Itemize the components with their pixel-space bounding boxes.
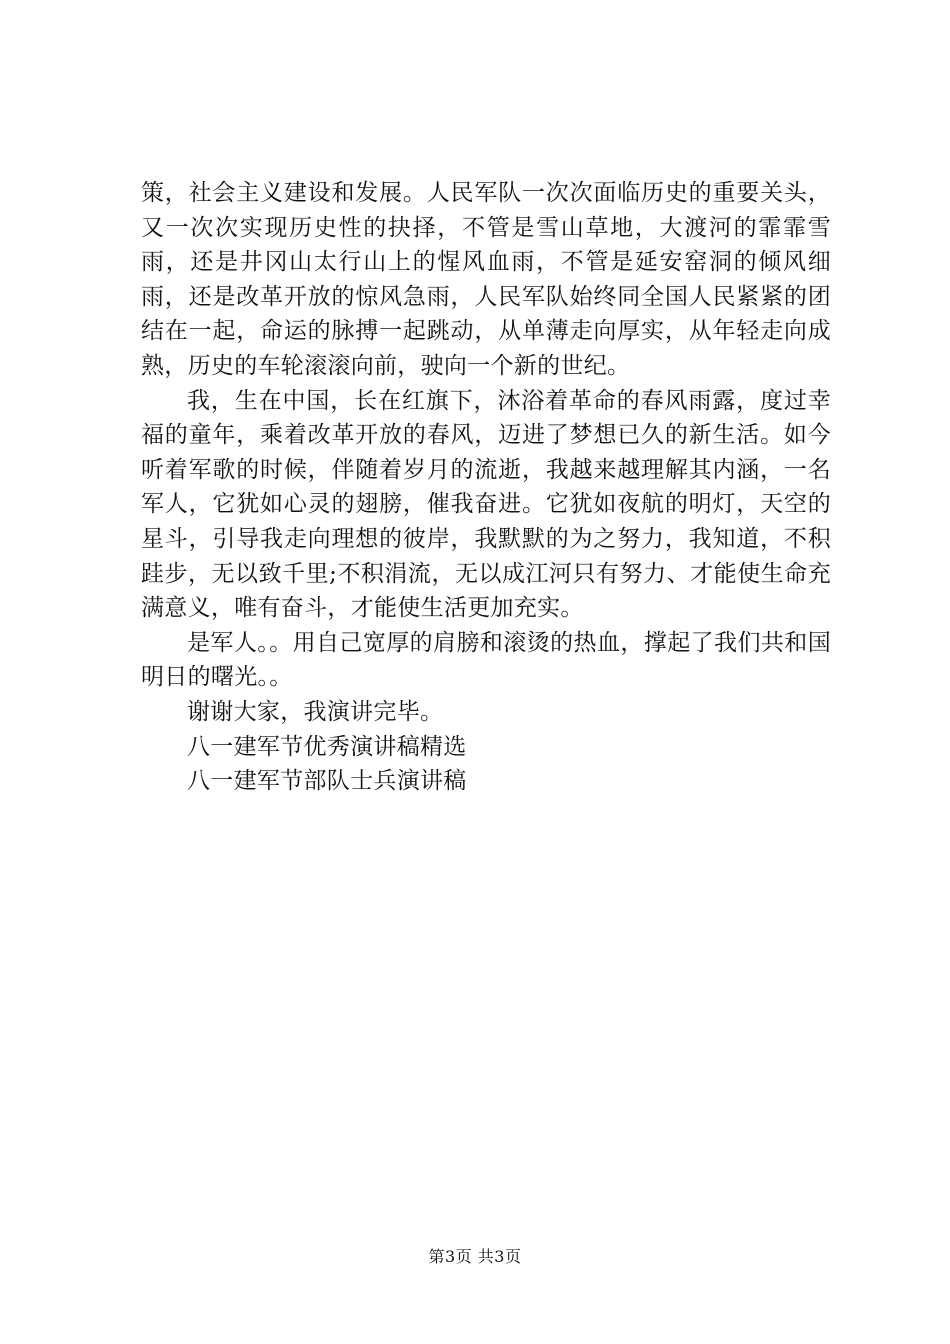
document-body bbox=[141, 176, 831, 799]
related-link-title-2: 八一建军节部队士兵演讲稿 bbox=[187, 768, 467, 795]
paragraph-thanks: 谢谢大家，我演讲完毕。 bbox=[187, 698, 444, 725]
paragraph-growing-up: 我，生在中国，长在红旗下，沐浴着革命的春风雨露，度过幸福的童年，乘着改革开放的春风，迈进了梦想已久的新生活。如今听着军歌的时候，伴随着岁月的流逝，我越来越理解其内涵，一名军人，它犹如心灵的翅膀，催我奋进。它犹如夜航的明灯，天空的星斗，引导我走向理想的彼岸，我默默的为之努力，我知道，不积跬步，无以致千里;不积涓流，无以成江河只有努力、才能使生命充满意义，唯有奋斗，才能使生活更加充实。 bbox=[141, 387, 831, 622]
page-number-footer: 第3页 共3页 bbox=[428, 1247, 522, 1266]
paragraph-soldier: 是军人。。用自己宽厚的肩膀和滚烫的热血，撑起了我们共和国明日的曙光。。 bbox=[141, 629, 831, 691]
related-link-title-1: 八一建军节优秀演讲稿精选 bbox=[187, 733, 467, 760]
paragraph-continuation: 策，社会主义建设和发展。人民军队一次次面临历史的重要关头，又一次次实现历史性的抉择，不管是雪山草地，大渡河的霏霏雪雨，还是井冈山太行山上的惺风血雨，不管是延安窑洞的倾风细雨，还是改革开放的惊风急雨，人民军队始终同全国人民紧紧的团结在一起，命运的脉搏一起跳动，从单薄走向厚实，从年轻走向成熟，历史的车轮滚滚向前，驶向一个新的世纪。 bbox=[141, 180, 831, 379]
